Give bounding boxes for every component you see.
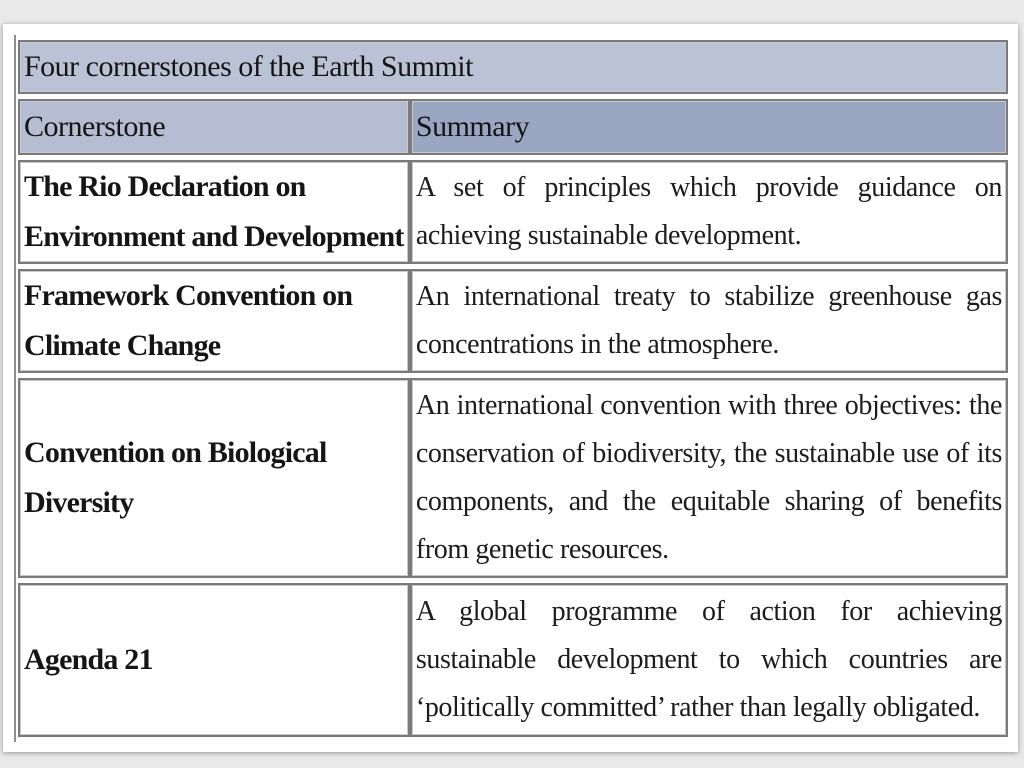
header-summary: Summary: [410, 99, 1008, 155]
cornerstone-summary: A set of principles which provide guidance on achieving sustainable development.: [410, 160, 1008, 264]
cornerstone-summary: An international convention with three objectives: the conservation of biodiversity, the sustainable use of its components, and the equitable sharing of benefits from genetic resources.: [410, 378, 1008, 578]
header-cornerstone: Cornerstone: [18, 99, 410, 155]
table-row: [18, 583, 1008, 737]
cornerstone-name: Convention on Biological Diversity: [18, 378, 410, 578]
table-row: [18, 378, 1008, 578]
cornerstone-name: Agenda 21: [18, 583, 410, 737]
table-container: [14, 35, 1014, 742]
table-row: [18, 269, 1008, 373]
table-row: [18, 160, 1008, 264]
table-title: Four cornerstones of the Earth Summit: [18, 40, 1008, 94]
cornerstone-name: Framework Convention on Climate Change: [18, 269, 410, 373]
table-header-row: [18, 99, 1008, 155]
table-title-row: [18, 40, 1008, 94]
slide-frame: [3, 24, 1018, 752]
cornerstone-name: The Rio Declaration on Environment and Development: [18, 160, 410, 264]
cornerstones-table: [18, 35, 1008, 742]
cornerstone-summary: A global programme of action for achieving sustainable development to which countries are ‘politically committed’ rather than legally obligated.: [410, 583, 1008, 737]
cornerstone-summary: An international treaty to stabilize greenhouse gas concentrations in the atmosphere.: [410, 269, 1008, 373]
